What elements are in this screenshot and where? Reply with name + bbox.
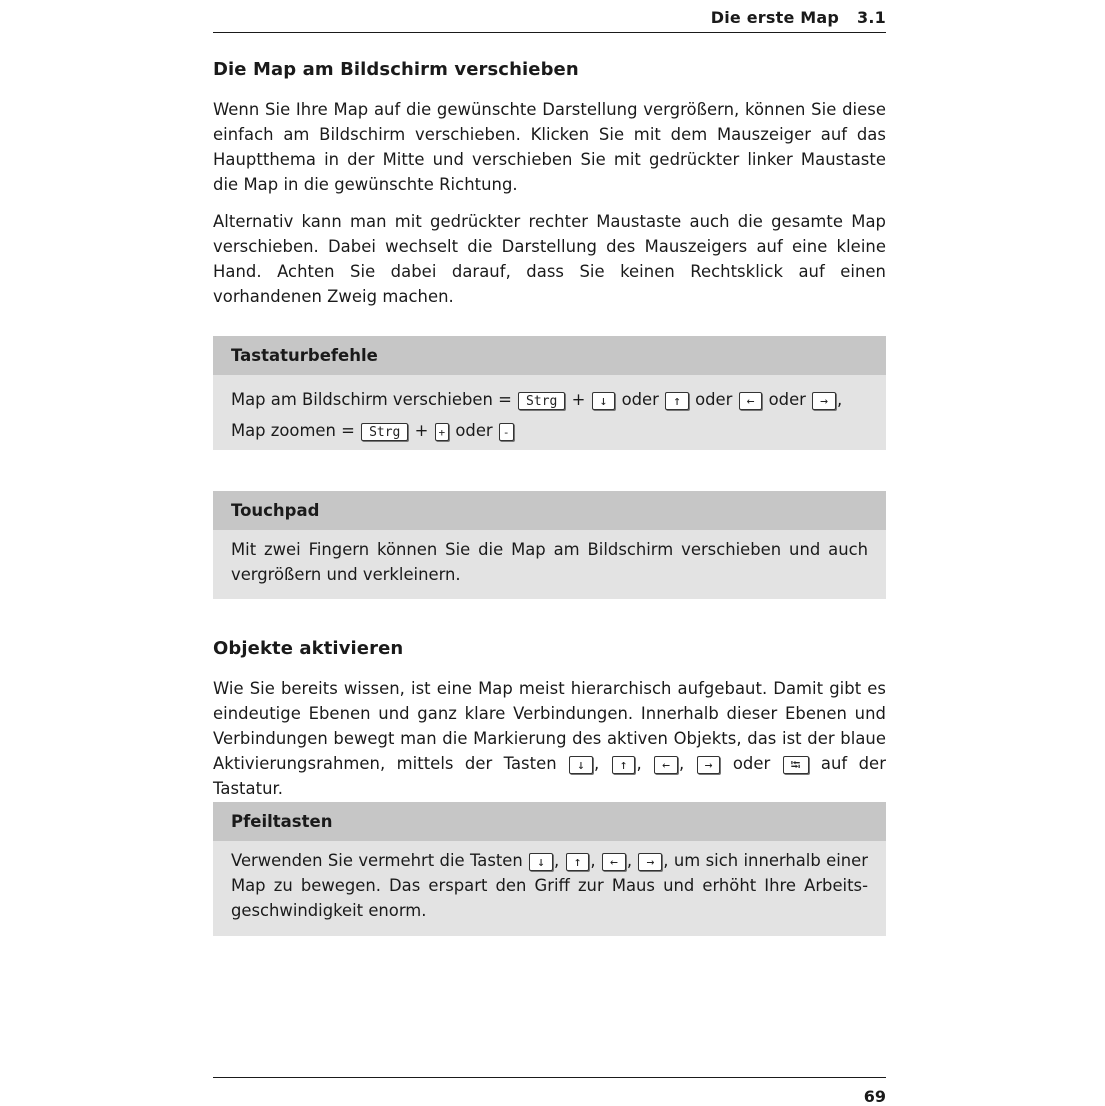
info-box-keyboard-shortcuts	[213, 336, 886, 450]
section-objekte-aktivieren	[213, 638, 886, 659]
shortcut-line-zoom	[231, 415, 868, 446]
paragraph	[213, 97, 886, 197]
comma: ,	[590, 851, 596, 870]
arrow-up-key-icon: ↑	[665, 392, 689, 410]
section-map-verschieben	[213, 59, 886, 80]
box-text-end: , um sich innerhalb einer Map zu bewegen. Das erspart den Griff zur Maus und erhöht Ihre Arbeitsgeschwindigkeit enorm.	[231, 851, 868, 920]
comma: ,	[836, 390, 843, 409]
comma: ,	[626, 851, 633, 870]
arrow-left-key-icon: ←	[739, 392, 763, 410]
shortcut-line-pan	[231, 384, 868, 415]
box-title: Touchpad	[213, 491, 886, 530]
shortcut-label: Map am Bildschirm verschieben =	[231, 390, 512, 409]
running-header	[213, 3, 886, 33]
arrow-right-key-icon: →	[638, 853, 662, 871]
arrow-up-key-icon: ↑	[566, 853, 590, 871]
chapter-title: Die erste Map	[710, 8, 840, 27]
or-word: oder	[768, 390, 806, 409]
paragraph-end: auf der Tastatur.	[213, 754, 886, 798]
comma: ,	[593, 754, 600, 773]
section-heading: Die Map am Bildschirm verschieben	[213, 59, 579, 80]
arrow-up-key-icon: ↑	[612, 756, 636, 774]
box-title: Tastaturbefehle	[213, 336, 886, 375]
comma: ,	[553, 851, 560, 870]
arrow-down-key-icon: ↓	[569, 756, 593, 774]
section-heading: Objekte aktivieren	[213, 638, 404, 659]
plus-sign: +	[571, 390, 586, 409]
arrow-down-key-icon: ↓	[592, 392, 616, 410]
paragraph	[213, 209, 886, 309]
ctrl-key-icon: Strg	[361, 423, 408, 441]
arrow-right-key-icon: →	[812, 392, 836, 410]
paragraph-text: Alternativ kann man mit gedrückter rechter Maustaste auch die gesamte Map verschieben. Dabei wechselt die Darstellung des Mauszeigers auf eine kleine Hand. Achten Sie dabei darauf, dass Sie keinen Rechtsklick auf einen vorhandenen Zweig machen.	[213, 212, 886, 306]
tab-key-icon: ⭾	[783, 756, 809, 774]
ctrl-key-icon: Strg	[518, 392, 565, 410]
arrow-left-key-icon: ←	[654, 756, 678, 774]
or-word: oder	[732, 754, 771, 773]
comma: ,	[678, 754, 685, 773]
section-number: 3.1	[857, 8, 886, 27]
info-box-touchpad	[213, 491, 886, 599]
or-word: oder	[695, 390, 733, 409]
paragraph-text: Wenn Sie Ihre Map auf die gewünschte Darstellung vergrößern, können Sie diese einfach am Bildschirm verschieben. Klicken Sie mit dem Mauszeiger auf das Hauptthema in der Mitte und verschieben Sie mit gedrückter linker Maustaste die Map in die gewünschte Richtung.	[213, 100, 886, 194]
box-text-start: Verwenden Sie vermehrt die Tasten	[231, 851, 523, 870]
box-title: Pfeiltasten	[213, 802, 886, 841]
or-word: oder	[455, 421, 493, 440]
or-word: oder	[621, 390, 659, 409]
shortcut-label: Map zoomen =	[231, 421, 355, 440]
plus-sign: +	[414, 421, 429, 440]
comma: ,	[636, 754, 642, 773]
box-body	[213, 375, 886, 456]
box-body	[213, 841, 886, 933]
box-body: Mit zwei Fingern können Sie die Map am Bildschirm verschieben und auch vergrößern und verkleinern.	[231, 540, 868, 584]
paragraph-text	[213, 676, 886, 801]
arrow-left-key-icon: ←	[602, 853, 626, 871]
page-number: 69	[863, 1087, 886, 1106]
arrow-down-key-icon: ↓	[529, 853, 553, 871]
paragraph	[213, 676, 886, 801]
arrow-right-key-icon: →	[697, 756, 721, 774]
info-box-arrow-keys	[213, 802, 886, 936]
paragraph-start: Wie Sie bereits wissen, ist eine Map meist hierarchisch aufgebaut. Damit gibt es eindeutige Ebenen und ganz klare Verbindungen. Innerhalb dieser Ebenen und Verbindungen bewegt man die Markierung des aktiven Objekts, das ist der blaue Aktivierungsrahmen, mittels der Tasten	[213, 679, 886, 773]
footer-rule	[213, 1077, 886, 1078]
minus-key-icon: -	[499, 423, 514, 441]
plus-key-icon: +	[435, 423, 450, 441]
